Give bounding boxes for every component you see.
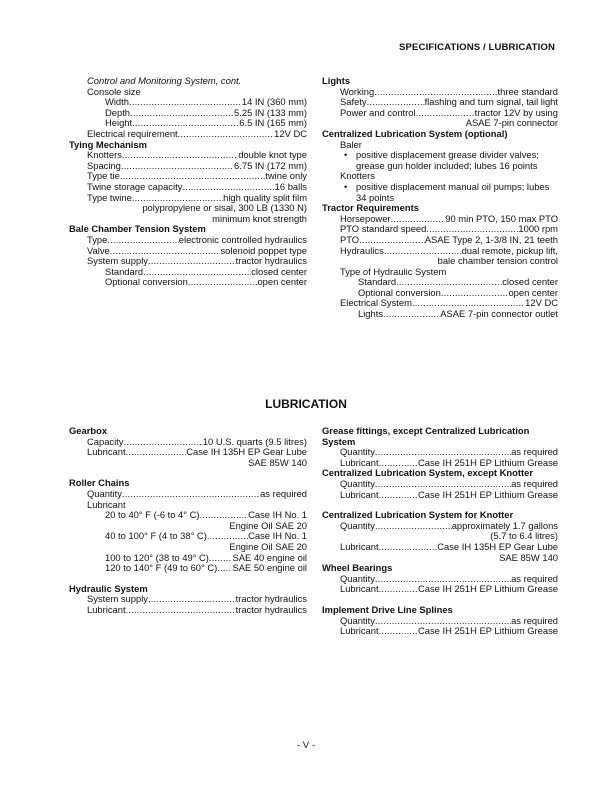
type-hydraulic-system: Type of Hydraulic System bbox=[340, 265, 447, 277]
driveline-quantity: Quantity ..... as required bbox=[322, 616, 558, 627]
left-top-column bbox=[69, 76, 307, 288]
spec-knotters: Knotters ..... double knot type bbox=[69, 150, 307, 161]
grease-fittings-heading-line2: System bbox=[322, 435, 356, 447]
wheel-lubricant: Lubricant ..... Case IH 251H EP Lithium Grease bbox=[322, 584, 558, 595]
baler-bullet: • positive displacement grease divider valves; grease gun holder included; lubes 16 points bbox=[344, 149, 539, 171]
cls-knotter-lubricant: Lubricant ..... Case IH 135H EP Gear Lube bbox=[322, 542, 558, 553]
spec-type-tie: Type tie ..... twine only bbox=[69, 171, 307, 182]
spec-type-twine-line2: polypropylene or sisal, 300 LB (1330 N) bbox=[142, 202, 307, 214]
cont-title: Control and Monitoring System, cont. bbox=[87, 75, 242, 86]
page-header: SPECIFICATIONS / LUBRICATION bbox=[399, 42, 555, 53]
wheel-quantity: Quantity ..... as required bbox=[322, 574, 558, 585]
spec-system-supply: System supply ..... tractor hydraulics bbox=[69, 256, 307, 267]
knotters-bullet-line1: positive displacement manual oil pumps; lubes bbox=[356, 180, 550, 192]
knotters-bullet: • positive displacement manual oil pumps; lubes 34 points bbox=[344, 180, 550, 203]
spec-electrical: Electrical requirement ..... 12V DC bbox=[69, 129, 307, 140]
grease-lubricant: Lubricant ..... Case IH 251H EP Lithium Grease bbox=[322, 458, 558, 469]
cls-lubricant: Lubricant ..... Case IH 251H EP Lithium Grease bbox=[322, 490, 558, 501]
page-number: - V - bbox=[296, 740, 316, 751]
spec-type: Type ..... electronic controlled hydraulics bbox=[69, 235, 307, 246]
spec-spacing: Spacing ..... 6.75 IN (172 mm) bbox=[69, 161, 307, 172]
driveline-heading: Implement Drive Line Splines bbox=[322, 603, 453, 615]
spec-working: Working ..... three standard bbox=[322, 87, 558, 98]
spec-optional-rt: Optional conversion ..... open center bbox=[322, 288, 558, 299]
hydraulic-system-heading: Hydraulic System bbox=[69, 582, 148, 594]
spec-depth: Depth ..... 5.25 IN (133 mm) bbox=[69, 108, 307, 119]
gearbox-lubricant-line2: SAE 85W 140 bbox=[248, 456, 307, 468]
lubrication-title: LUBRICATION bbox=[265, 397, 347, 411]
spec-standard: Standard ..... closed center bbox=[69, 267, 307, 278]
roller-chains-heading: Roller Chains bbox=[69, 477, 130, 489]
roller-temp-3: 100 to 120° (38 to 49° C) ..... SAE 40 engine oil bbox=[69, 553, 307, 564]
console-size-label: Console size bbox=[87, 85, 141, 97]
left-bottom-column bbox=[69, 426, 307, 616]
spec-hydraulics-line2: bale chamber tension control bbox=[437, 255, 558, 267]
gearbox-capacity: Capacity ..... 10 U.S. quarts (9.5 litres) bbox=[69, 437, 307, 448]
grease-quantity: Quantity ..... as required bbox=[322, 447, 558, 458]
cls-knotter-quantity: Quantity ..... approximately 1.7 gallons bbox=[322, 521, 558, 532]
hyd-system-supply: System supply ..... tractor hydraulics bbox=[69, 594, 307, 605]
lights-heading: Lights bbox=[322, 75, 351, 86]
spec-power-control-line2: ASAE 7-pin connector bbox=[465, 117, 558, 129]
spec-type-twine: Type twine ..... high quality split film bbox=[69, 193, 307, 204]
spec-valve: Valve ..... solenoid poppet type bbox=[69, 246, 307, 257]
tractor-req-heading: Tractor Requirements bbox=[322, 202, 419, 214]
wheel-bearings-heading: Wheel Bearings bbox=[322, 562, 393, 574]
roller-quantity: Quantity ..... as required bbox=[69, 489, 307, 500]
spec-standard-rt: Standard ..... closed center bbox=[322, 277, 558, 288]
cls-knotter-quantity-line2: (5.7 to 6.4 litres) bbox=[490, 530, 558, 542]
driveline-lubricant: Lubricant ..... Case IH 251H EP Lithium Grease bbox=[322, 626, 558, 637]
spec-width: Width ..... 14 IN (360 mm) bbox=[69, 97, 307, 108]
spec-pto-speed: PTO standard speed ..... 1000 rpm bbox=[322, 224, 558, 235]
baler-bullet-line2: grease gun holder included; lubes 16 points bbox=[356, 159, 538, 171]
grease-fittings-heading: Grease fittings, except Centralized Lubrication bbox=[322, 425, 530, 436]
spec-type-twine-line3: minimum knot strength bbox=[212, 212, 307, 224]
spec-horsepower: Horsepower ..... 90 min PTO, 150 max PTO bbox=[322, 214, 558, 225]
knotters-label: Knotters bbox=[340, 170, 375, 182]
spec-power-control: Power and control ..... tractor 12V by using bbox=[322, 108, 558, 119]
spec-twine-storage: Twine storage capacity ..... 16 balls bbox=[69, 182, 307, 193]
spec-optional: Optional conversion ..... open center bbox=[69, 277, 307, 288]
spec-lights-outlet: Lights ..... ASAE 7-pin connector outlet bbox=[322, 309, 558, 320]
gearbox-lubricant: Lubricant ..... Case IH 135H EP Gear Lube bbox=[69, 447, 307, 458]
roller-temp-2: 40 to 100° F (4 to 38° C) ..... Case IH No. 1 bbox=[69, 531, 307, 542]
roller-temp-4: 120 to 140° F (49 to 60° C) ..... SAE 50 engine oil bbox=[69, 563, 307, 574]
tying-heading: Tying Mechanism bbox=[69, 138, 147, 150]
spec-safety: Safety ..... flashing and turn signal, tail light bbox=[322, 97, 558, 108]
hyd-lubricant: Lubricant ..... tractor hydraulics bbox=[69, 605, 307, 616]
gearbox-heading: Gearbox bbox=[69, 425, 108, 436]
spec-electrical-system: Electrical System ..... 12V DC bbox=[322, 298, 558, 309]
roller-temp-2-line2: Engine Oil SAE 20 bbox=[229, 540, 307, 552]
cls-knotter-heading: Centralized Lubrication System for Knotter bbox=[322, 509, 514, 521]
roller-lubricant-label: Lubricant bbox=[87, 498, 126, 510]
roller-temp-1-line2: Engine Oil SAE 20 bbox=[229, 519, 307, 531]
spec-pto: PTO ..... ASAE Type 2, 1-3/8 IN, 21 teeth bbox=[322, 235, 558, 246]
knotters-bullet-line2: 34 points bbox=[356, 191, 395, 203]
bale-chamber-heading: Bale Chamber Tension System bbox=[69, 223, 206, 235]
baler-label: Baler bbox=[340, 138, 362, 150]
right-bottom-column bbox=[322, 426, 558, 637]
right-top-column bbox=[322, 76, 558, 320]
spec-hydraulics: Hydraulics ..... dual remote, pickup lift, bbox=[322, 246, 558, 257]
central-lube-heading: Centralized Lubrication System (optional) bbox=[322, 127, 508, 139]
spec-height: Height ..... 6.5 IN (165 mm) bbox=[69, 118, 307, 129]
roller-temp-1: 20 to 40° F (-6 to 4° C) ..... Case IH No. 1 bbox=[69, 510, 307, 521]
cls-knotter-lubricant-line2: SAE 85W 140 bbox=[499, 551, 558, 563]
cls-quantity: Quantity ..... as required bbox=[322, 479, 558, 490]
cls-except-knotter-heading: Centralized Lubrication System, except Knotter bbox=[322, 467, 533, 479]
baler-bullet-line1: positive displacement grease divider valves; bbox=[356, 149, 539, 161]
